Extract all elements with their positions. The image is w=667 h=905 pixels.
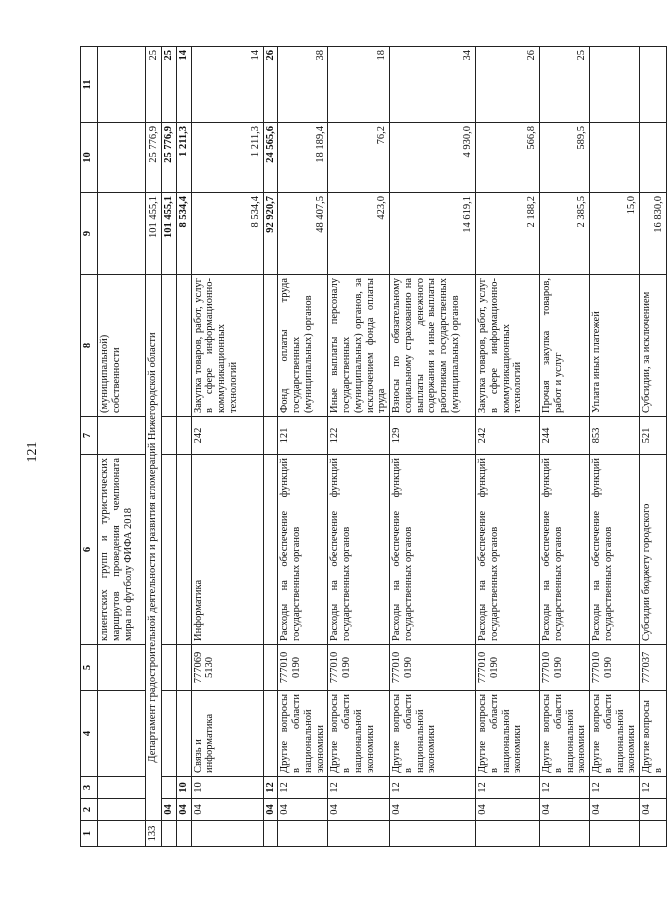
cell-target-code: 777010 0190 bbox=[590, 645, 640, 691]
header-cell: 2 bbox=[81, 799, 98, 821]
cell-subsection: 10 bbox=[176, 777, 191, 799]
cell-expense-type: Закупка товаров, работ, услуг в сфере информационно-коммуникационных технологий bbox=[191, 275, 263, 417]
cell-value: 101 455,1 bbox=[162, 193, 177, 275]
page-number-area bbox=[0, 0, 50, 905]
section-row bbox=[162, 47, 177, 847]
cell-section-name: Другие вопросы в bbox=[640, 691, 667, 777]
cell-value: 76,2 bbox=[328, 123, 390, 193]
cell-expense-type: Закупка товаров, работ, услуг в сфере информационно-коммуникационных технологий bbox=[476, 275, 540, 417]
cell-value: 24 565,6 bbox=[263, 123, 278, 193]
table-row bbox=[278, 47, 328, 847]
cell-direction: Расходы на обеспечение функций государственных органов bbox=[590, 455, 640, 645]
table-row bbox=[328, 47, 390, 847]
cell-value: 15,0 bbox=[590, 193, 640, 275]
cell-expense-code: 853 bbox=[590, 417, 640, 455]
cell-target-code: 777037 bbox=[640, 645, 667, 691]
cell-value: 25 bbox=[162, 47, 177, 123]
cell-subsection: 12 bbox=[476, 777, 540, 799]
cell-direction: Расходы на обеспечение функций государственных органов bbox=[390, 455, 476, 645]
header-cell: 7 bbox=[81, 417, 98, 455]
header-cell: 1 bbox=[81, 821, 98, 847]
header-cell: 9 bbox=[81, 193, 98, 275]
cell-value: 25 776,9 bbox=[146, 123, 162, 193]
cell-subsection: 10 bbox=[191, 777, 263, 799]
cell-value bbox=[640, 47, 667, 123]
cell-expense-type: Уплата иных платежей bbox=[590, 275, 640, 417]
cell-expense-type: (муниципальной) собственности bbox=[98, 275, 146, 417]
page-number: 121 bbox=[25, 441, 40, 463]
cell-value bbox=[590, 47, 640, 123]
table-row bbox=[640, 47, 667, 847]
table-row bbox=[390, 47, 476, 847]
cell-direction: Информатика bbox=[191, 455, 263, 645]
cell-section: 04 bbox=[540, 799, 590, 821]
cell-value: 8 534,4 bbox=[176, 193, 191, 275]
header-cell: 11 bbox=[81, 47, 98, 123]
continuation-row bbox=[98, 47, 146, 847]
cell-subsection: 12 bbox=[328, 777, 390, 799]
cell-value: 48 407,5 bbox=[278, 193, 328, 275]
cell-value: 26 bbox=[476, 47, 540, 123]
cell-expense-code: 122 bbox=[328, 417, 390, 455]
cell-section: 04 bbox=[191, 799, 263, 821]
header-cell: 6 bbox=[81, 455, 98, 645]
cell-value: 18 bbox=[328, 47, 390, 123]
cell-expense-code: 242 bbox=[476, 417, 540, 455]
cell-value: 589,5 bbox=[540, 123, 590, 193]
cell-target-code: 777069 5130 bbox=[191, 645, 263, 691]
department-name: Департамент градостроительной деятельности и развития агломераций Нижегородской области bbox=[146, 275, 162, 821]
cell-direction: Расходы на обеспечение функций государственных органов bbox=[476, 455, 540, 645]
cell-value: 1 211,3 bbox=[191, 123, 263, 193]
cell-value: 18 189,4 bbox=[278, 123, 328, 193]
cell-section-name: Другие вопросы в области национальной экономики bbox=[278, 691, 328, 777]
table-row bbox=[476, 47, 540, 847]
cell-section: 04 bbox=[640, 799, 667, 821]
cell-direction: Расходы на обеспечение функций государственных органов bbox=[278, 455, 328, 645]
cell-value: 25 bbox=[540, 47, 590, 123]
table-row bbox=[191, 47, 263, 847]
header-cell: 4 bbox=[81, 691, 98, 777]
cell-section: 04 bbox=[476, 799, 540, 821]
cell-section: 04 bbox=[328, 799, 390, 821]
table-row bbox=[590, 47, 640, 847]
cell-value: 26 bbox=[263, 47, 278, 123]
cell-subsection: 12 bbox=[263, 777, 278, 799]
cell-section-name: Другие вопросы в области национальной экономики bbox=[540, 691, 590, 777]
header-cell: 3 bbox=[81, 777, 98, 799]
cell-value: 4 930,0 bbox=[390, 123, 476, 193]
cell-value: 101 455,1 bbox=[146, 193, 162, 275]
cell-value: 25 bbox=[146, 47, 162, 123]
cell-value: 14 bbox=[191, 47, 263, 123]
cell-section-name: Другие вопросы в области национальной экономики bbox=[390, 691, 476, 777]
header-row bbox=[81, 47, 98, 847]
cell-section-name: Связь и информатика bbox=[191, 691, 263, 777]
cell-section-name: Другие вопросы в области национальной экономики bbox=[590, 691, 640, 777]
cell-target-code: 777010 0190 bbox=[390, 645, 476, 691]
cell-value: 1 211,3 bbox=[176, 123, 191, 193]
rotated-page bbox=[80, 47, 664, 847]
cell-expense-type: Прочая закупка товаров, работ и услуг bbox=[540, 275, 590, 417]
cell-subsection: 12 bbox=[278, 777, 328, 799]
cell-expense-code: 121 bbox=[278, 417, 328, 455]
cell-value bbox=[640, 123, 667, 193]
cell-subsection: 12 bbox=[640, 777, 667, 799]
header-cell: 10 bbox=[81, 123, 98, 193]
cell-direction: клиентских групп и туристических маршрутов проведения чемпионата мира по футболу ФИФА 2018 bbox=[98, 455, 146, 645]
table-row bbox=[540, 47, 590, 847]
cell-value: 92 920,7 bbox=[263, 193, 278, 275]
cell-value: 16 830,0 bbox=[640, 193, 667, 275]
cell-target-code: 777010 0190 bbox=[476, 645, 540, 691]
cell-section: 04 bbox=[263, 799, 278, 821]
cell-value: 14 bbox=[176, 47, 191, 123]
cell-expense-code: 521 bbox=[640, 417, 667, 455]
header-cell: 8 bbox=[81, 275, 98, 417]
cell-value: 25 776,9 bbox=[162, 123, 177, 193]
cell-target-code: 777010 0190 bbox=[540, 645, 590, 691]
cell-section: 04 bbox=[590, 799, 640, 821]
cell-value: 8 534,4 bbox=[191, 193, 263, 275]
cell-section: 04 bbox=[278, 799, 328, 821]
cell-value: 2 188,2 bbox=[476, 193, 540, 275]
subsection-row bbox=[263, 47, 278, 847]
cell-expense-type: Взносы по обязательному социальному страхованию на выплаты денежного содержания и иные выплаты работникам государственных (муниципальных) органов bbox=[390, 275, 476, 417]
subsection-row bbox=[176, 47, 191, 847]
cell-subsection: 12 bbox=[590, 777, 640, 799]
cell-expense-type: Субсидии, за исключением bbox=[640, 275, 667, 417]
cell-value: 423,0 bbox=[328, 193, 390, 275]
cell-direction: Субсидии бюджету городского bbox=[640, 455, 667, 645]
header-cell: 5 bbox=[81, 645, 98, 691]
cell-value: 566,8 bbox=[476, 123, 540, 193]
cell-value bbox=[590, 123, 640, 193]
cell-expense-code: 242 bbox=[191, 417, 263, 455]
cell-section: 04 bbox=[162, 799, 177, 821]
cell-value: 2 385,5 bbox=[540, 193, 590, 275]
department-row bbox=[146, 47, 162, 847]
cell-section: 04 bbox=[390, 799, 476, 821]
cell-target-code: 777010 0190 bbox=[328, 645, 390, 691]
cell-subsection: 12 bbox=[540, 777, 590, 799]
cell-section-name: Другие вопросы в области национальной экономики bbox=[328, 691, 390, 777]
cell-expense-type: Фонд оплаты труда государственных (муниципальных) органов bbox=[278, 275, 328, 417]
cell-section-name: Другие вопросы в области национальной экономики bbox=[476, 691, 540, 777]
cell-direction: Расходы на обеспечение функций государственных органов bbox=[540, 455, 590, 645]
cell-expense-code: 244 bbox=[540, 417, 590, 455]
cell-target-code: 777010 0190 bbox=[278, 645, 328, 691]
cell-section: 04 bbox=[176, 799, 191, 821]
cell-value: 38 bbox=[278, 47, 328, 123]
cell-expense-code: 129 bbox=[390, 417, 476, 455]
cell-direction: Расходы на обеспечение функций государственных органов bbox=[328, 455, 390, 645]
cell-subsection: 12 bbox=[390, 777, 476, 799]
cell-value: 34 bbox=[390, 47, 476, 123]
cell-value: 14 619,1 bbox=[390, 193, 476, 275]
budget-table bbox=[80, 46, 667, 847]
cell-expense-type: Иные выплаты персоналу государственных (муниципальных) органов, за исключением фонда оплаты труда bbox=[328, 275, 390, 417]
cell-code: 133 bbox=[146, 821, 162, 847]
